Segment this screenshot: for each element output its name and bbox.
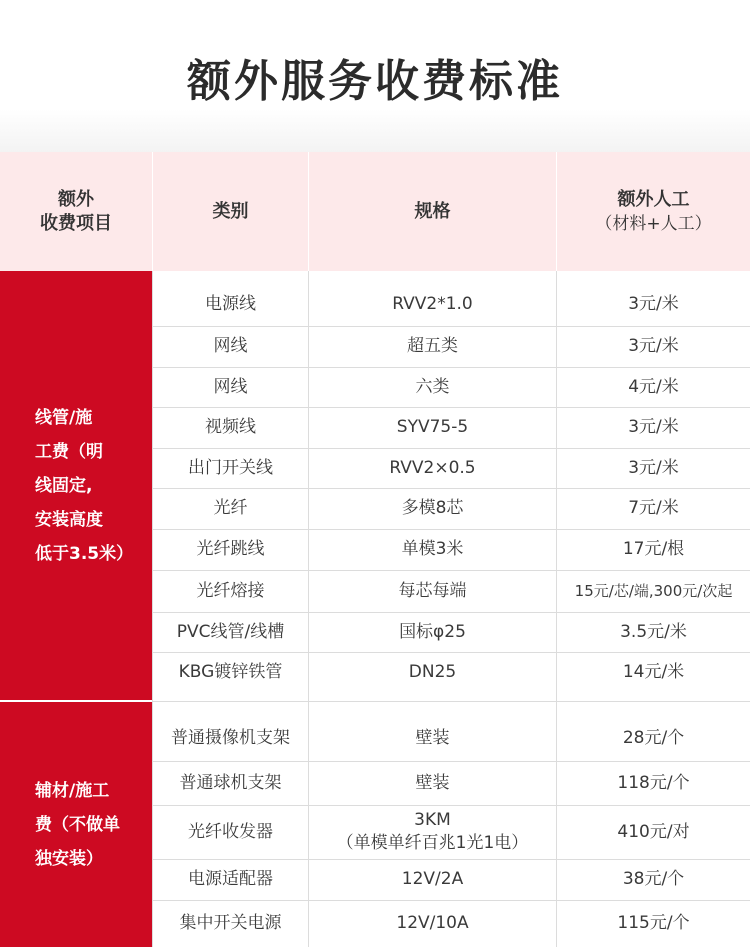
cell-category: 电源适配器: [188, 869, 273, 889]
cell-price: 3.5元/米: [620, 621, 687, 642]
header-item-line1: 额外: [58, 188, 94, 210]
group-label-line: 线固定,: [35, 476, 93, 496]
cell-category: 网线: [213, 376, 248, 397]
cell-spec: [309, 805, 556, 859]
group-label-wiring: [0, 271, 152, 701]
cell-price: 3元/米: [628, 457, 679, 478]
header-divider: [308, 152, 309, 271]
cell-price: 3元/米: [628, 417, 679, 437]
spec-line: 3KM: [414, 810, 451, 830]
cell-spec: [309, 612, 556, 652]
cell-spec: [309, 488, 556, 529]
cell-price: 28元/个: [622, 728, 685, 748]
cell-spec: [309, 448, 556, 488]
spec-line: 每芯每端: [398, 580, 467, 601]
header-divider: [152, 152, 153, 271]
header-labor: [557, 152, 750, 271]
cell-category: 电源线: [205, 293, 256, 314]
cell-price: 3元/米: [628, 293, 679, 314]
cell-price: 410元/对: [617, 821, 690, 842]
cell-price: 115元/个: [617, 913, 690, 933]
spec-line: 超五类: [407, 336, 458, 356]
cell-price: 4元/米: [628, 376, 679, 397]
header-spec: [309, 152, 556, 271]
cell-price: 3元/米: [628, 336, 679, 356]
cell-category: 集中开关电源: [179, 913, 282, 933]
spec-line: 多模8芯: [401, 498, 464, 518]
spec-line: DN25: [408, 662, 457, 682]
group-label-line: 辅材/施工: [35, 780, 110, 801]
cell-category: 网线: [213, 336, 248, 356]
cell-price: 14元/米: [622, 662, 685, 682]
group-label-line: 独安装）: [35, 848, 103, 869]
spec-line: RVV2*1.0: [392, 293, 473, 314]
group-label-line: 低于3.5米）: [35, 544, 134, 564]
cell-spec: [309, 859, 556, 900]
spec-line: 六类: [415, 376, 450, 397]
cell-spec: [309, 282, 556, 326]
cell-price: 38元/个: [622, 869, 685, 889]
cell-spec: [309, 900, 556, 947]
spec-line: 壁装: [415, 728, 450, 748]
cell-spec: [309, 407, 556, 448]
cell-category: 光纤收发器: [188, 821, 273, 842]
cell-category: 视频线: [205, 417, 256, 437]
cell-category: PVC线管/线槽: [176, 621, 285, 642]
cell-spec: [309, 652, 556, 693]
group-label-line: 工费（明: [35, 442, 103, 462]
cell-category: 光纤跳线: [196, 539, 265, 559]
cell-category: 光纤: [213, 498, 248, 518]
spec-line: 壁装: [415, 772, 450, 793]
spec-line: 单模3米: [401, 539, 464, 559]
spec-line: （单模单纤百兆1光1电）: [336, 833, 529, 853]
header-labor-line2: （材料+人工）: [595, 213, 712, 234]
cell-spec: [309, 529, 556, 570]
cell-category: KBG镀锌铁管: [178, 662, 283, 682]
group-label-line: 线管/施: [35, 408, 93, 428]
spec-line: 国标φ25: [399, 621, 466, 642]
cell-price: 118元/个: [617, 772, 690, 793]
header-item: [0, 152, 152, 271]
spec-line: 12V/10A: [396, 913, 469, 933]
spec-line: RVV2×0.5: [389, 457, 476, 478]
cell-category: 普通摄像机支架: [171, 728, 290, 748]
header-category: [153, 152, 308, 271]
cell-spec: [309, 761, 556, 805]
page-title: 额外服务收费标准: [187, 56, 563, 107]
header-labor-line1: 额外人工: [617, 188, 690, 210]
spec-line: SYV75-5: [396, 417, 469, 437]
cell-category: 普通球机支架: [179, 772, 282, 793]
header-divider: [556, 152, 557, 271]
group-label-line: 费（不做单: [35, 814, 120, 835]
cell-price: 17元/根: [622, 539, 685, 559]
row-divider: [152, 701, 750, 702]
header-category-label: 类别: [212, 200, 249, 222]
cell-category: 光纤熔接: [196, 580, 265, 601]
group-label-accessories: [0, 702, 152, 947]
cell-price: 7元/米: [628, 498, 679, 518]
header-spec-label: 规格: [414, 200, 451, 222]
cell-spec: [309, 716, 556, 761]
spec-line: 12V/2A: [401, 869, 464, 889]
column-divider: [556, 271, 557, 947]
header-item-line2: 收费项目: [40, 212, 112, 234]
group-label-line: 安装高度: [35, 510, 103, 530]
cell-category: 出门开关线: [188, 457, 273, 478]
cell-spec: [309, 326, 556, 367]
cell-price: 15元/芯/端,300元/次起: [574, 581, 733, 600]
column-divider: [152, 271, 153, 947]
cell-spec: [309, 367, 556, 407]
cell-spec: [309, 570, 556, 612]
column-divider: [308, 271, 309, 947]
